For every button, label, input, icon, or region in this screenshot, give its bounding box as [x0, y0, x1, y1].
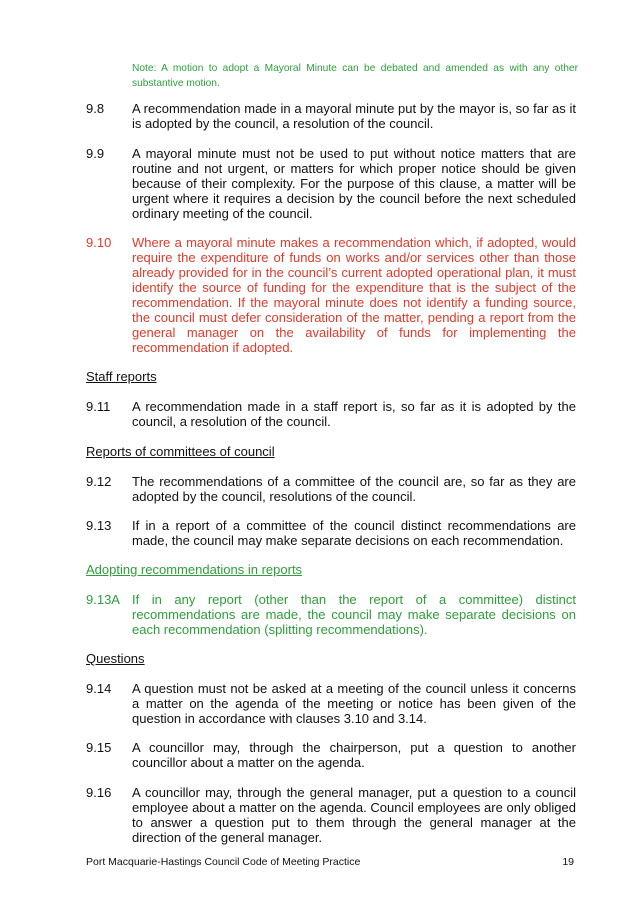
- clause-number: 9.10: [86, 235, 112, 250]
- heading-adopting-recommendations: Adopting recommendations in reports: [86, 562, 303, 577]
- clause-text: A councillor may, through the general manager, put a question to a council employee about a matter on the agenda. Council employees are only obliged to answer a question put to them through the general manager at the direction of the general manager.: [132, 785, 576, 845]
- clause-text: A question must not be asked at a meeting of the council unless it concerns a matter on the agenda of the meeting or notice has been given of the question in accordance with clauses 3.10 and 3.14.: [132, 681, 576, 726]
- page-footer: [86, 856, 576, 869]
- mayoral-minute-note: Note: A motion to adopt a Mayoral Minute can be debated and amended as with any other substantive motion.: [132, 63, 578, 89]
- clause-9-9: [86, 146, 576, 221]
- heading-staff-reports: Staff reports: [86, 369, 157, 384]
- clause-text: The recommendations of a committee of the council are, so far as they are adopted by the council, resolutions of the council.: [132, 474, 576, 504]
- clause-number: 9.13: [86, 518, 112, 533]
- clause-9-16: [86, 785, 576, 845]
- clause-9-13a: [86, 592, 576, 637]
- clause-text: A recommendation made in a mayoral minute put by the mayor is, so far as it is adopted by the council, a resolution of the council.: [132, 101, 576, 131]
- clause-9-13: [86, 518, 576, 548]
- heading-questions: Questions: [86, 651, 145, 666]
- clause-text: A councillor may, through the chairperson, put a question to another councillor about a matter on the agenda.: [132, 740, 576, 770]
- clause-number: 9.8: [86, 101, 105, 116]
- clause-9-8: [86, 101, 576, 131]
- clause-number: 9.16: [86, 785, 112, 800]
- clause-number: 9.11: [86, 399, 111, 414]
- clause-number: 9.13A: [86, 592, 120, 607]
- clause-text: A recommendation made in a staff report is, so far as it is adopted by the council, a resolution of the council.: [132, 399, 576, 429]
- clause-number: 9.9: [86, 146, 105, 161]
- clause-9-14: [86, 681, 576, 726]
- clause-text: If in any report (other than the report of a committee) distinct recommendations are made, the council may make separate decisions on each recommendation (splitting recommendations).: [132, 592, 576, 637]
- clause-9-10: [86, 235, 576, 355]
- clause-9-11: [86, 399, 576, 429]
- clause-text: A mayoral minute must not be used to put without notice matters that are routine and not urgent, or matters for which proper notice should be given because of their complexity. For the purpose of this clause, a matter will be urgent where it requires a decision by the council before the next scheduled ordinary meeting of the council.: [132, 146, 576, 221]
- clause-text: If in a report of a committee of the council distinct recommendations are made, the council may make separate decisions on each recommendation.: [132, 518, 576, 548]
- clause-9-12: [86, 474, 576, 504]
- heading-committee-reports: Reports of committees of council: [86, 444, 275, 459]
- clause-number: 9.15: [86, 740, 112, 755]
- clause-9-15: [86, 740, 576, 770]
- clause-text: Where a mayoral minute makes a recommendation which, if adopted, would require the expenditure of funds on works and/or services other than those already provided for in the council’s current adopted operational plan, it must identify the source of funding for the expenditure that is the subject of the recommendation. If the mayoral minute does not identify a funding source, the council must defer consideration of the matter, pending a report from the general manager on the availability of funds for implementing the recommendation if adopted.: [132, 235, 576, 355]
- footer-document-title: Port Macquarie-Hastings Council Code of Meeting Practice: [86, 856, 361, 868]
- page-number: 19: [562, 856, 574, 868]
- clause-number: 9.12: [86, 474, 112, 489]
- clause-number: 9.14: [86, 681, 112, 696]
